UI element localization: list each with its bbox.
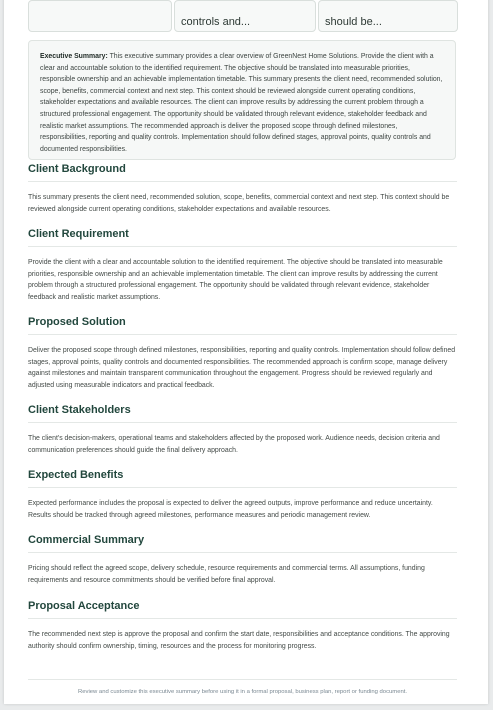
- summary-card-2: [174, 0, 316, 32]
- summary-card-1: [28, 0, 172, 32]
- section-title: Commercial Summary: [28, 534, 457, 553]
- section-commercial-summary: [28, 534, 457, 586]
- section-body: This summary presents the client need, recommended solution, scope, benefits, commercial context and next step. This context should be reviewed alongside current operating conditions, stakeholder expectations and available resources.: [28, 194, 450, 213]
- section-client-background: [28, 163, 457, 215]
- section-expected-benefits: [28, 469, 457, 521]
- section-body: Provide the client with a clear and accountable solution to the identified requirement. The objective should be translated into measurable priorities, responsible ownership and an achievable implementation timetable. The client can improve results by addressing the current problem through a structured professional engagement. The opportunity should be validated through relevant evidence, stakeholder feedback and realistic market assumptions.: [28, 259, 443, 301]
- section-body: The recommended next step is approve the proposal and confirm the start date, responsibilities and acceptance conditions. The approving authority should confirm ownership, timing, resources and the process for monitoring progress.: [28, 631, 450, 650]
- executive-summary-label: Executive Summary:: [40, 53, 108, 60]
- section-body: Pricing should reflect the agreed scope, delivery schedule, resource requirements and commercial terms. All assumptions, funding requirements and resource commitments should be verified before final approval.: [28, 565, 425, 584]
- section-title: Client Requirement: [28, 228, 457, 247]
- footer-note: Review and customize this executive summary before using it in a formal proposal, business plan, report or funding document.: [28, 679, 457, 695]
- summary-card-3: [318, 0, 458, 32]
- section-proposal-acceptance: [28, 600, 457, 652]
- section-body: The client's decision-makers, operational teams and stakeholders affected by the proposed work. Audience needs, decision criteria and communication preferences should guide the final delivery approach.: [28, 435, 440, 454]
- section-client-stakeholders: [28, 404, 457, 456]
- section-title: Proposal Acceptance: [28, 600, 457, 619]
- section-title: Client Background: [28, 163, 457, 182]
- summary-card-3-text: should be...: [325, 16, 382, 28]
- section-proposed-solution: [28, 316, 457, 391]
- section-body: Expected performance includes the proposal is expected to deliver the agreed outputs, improve performance and reduce uncertainty. Results should be tracked through agreed milestones, performance measures and periodic management review.: [28, 500, 433, 519]
- section-title: Proposed Solution: [28, 316, 457, 335]
- section-title: Client Stakeholders: [28, 404, 457, 423]
- section-client-requirement: [28, 228, 457, 303]
- summary-card-2-text: controls and...: [181, 16, 251, 28]
- executive-summary-box: [28, 40, 456, 160]
- section-body: Deliver the proposed scope through defined milestones, responsibilities, reporting and quality controls. Implementation should follow defined stages, approval points, quality controls and documented responsibilities. The recommended approach is confirm scope, manage delivery against milestones and maintain transparent communication throughout the engagement. Progress should be reviewed regularly and adjusted using measurable indicators and practical feedback.: [28, 347, 456, 389]
- executive-summary-text: This executive summary provides a clear overview of GreenNest Home Solutions. Provide the client with a clear and accountable solution to the identified requirement. The objective should be translated into measurable priorities, responsible ownership and an achievable implementation timetable. This summary presents the client need, recommended solution, scope, benefits, commercial context and next step. This context should be reviewed alongside current operating conditions, stakeholder expectations and available resources. The client can improve results by addressing the current problem through a structured professional engagement. The opportunity should be validated through relevant evidence, stakeholder feedback and realistic market assumptions. The recommended approach is deliver the proposed scope through defined milestones, responsibilities, reporting and quality controls. Implementation should follow defined stages, approval points, quality controls and documented responsibilities.: [40, 53, 443, 153]
- section-title: Expected Benefits: [28, 469, 457, 488]
